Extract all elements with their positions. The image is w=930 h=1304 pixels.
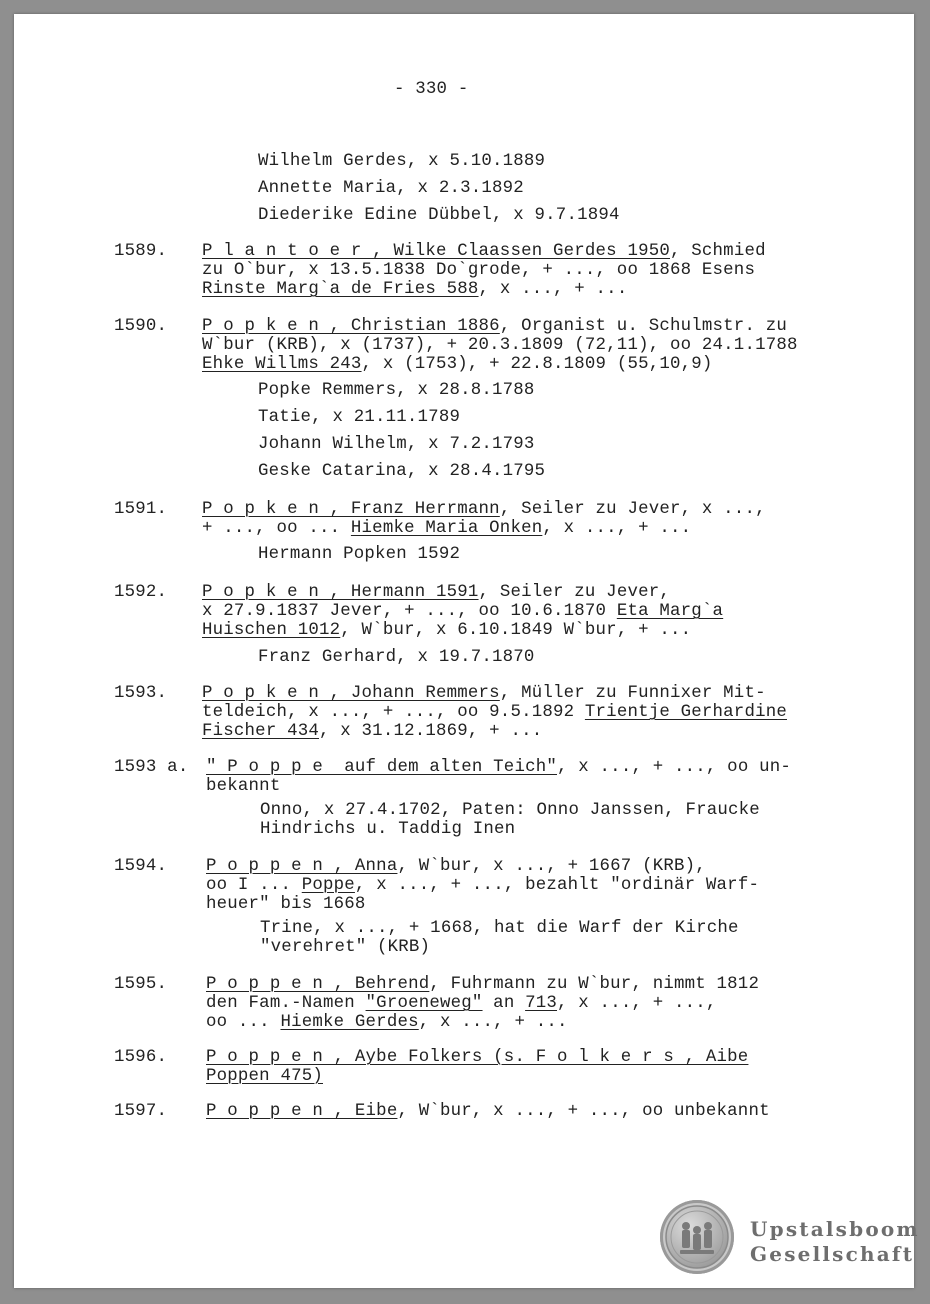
entry-1595-name: P o p p e n , Behrend	[206, 975, 430, 994]
entry-1593-spouse-last: Fischer 434	[202, 722, 319, 741]
entry-1595-line2-pre: den Fam.-Namen	[206, 994, 366, 1013]
entry-1595-line1	[206, 975, 759, 994]
entry-1589-line3-text: , x ..., + ...	[478, 280, 628, 299]
entry-1596-name: P o p p e n , Aybe Folkers (s. F o l k e r s , Aibe	[206, 1048, 749, 1067]
entry-1594-line2-text: , x ..., + ..., bezahlt "ordinär Warf-	[354, 876, 760, 895]
entry-1595-line2-text: , x ..., + ...,	[557, 994, 717, 1013]
entry-1590-line2: W`bur (KRB), x (1737), + 20.3.1809 (72,11), oo 24.1.1788	[202, 336, 798, 355]
entry-1593a-child-1-cont: Hindrichs u. Taddig Inen	[260, 820, 516, 839]
entry-1593a-child-1: Onno, x 27.4.1702, Paten: Onno Janssen, Fraucke	[260, 801, 760, 820]
entry-1593-line3-text: , x 31.12.1869, + ...	[319, 722, 543, 741]
entry-1592-name: P o p k e n , Hermann 1591	[202, 583, 479, 602]
entry-1595-line3-text: , x ..., + ...	[418, 1013, 568, 1032]
entry-1593a-line1-text: , x ..., + ..., oo un-	[557, 758, 791, 777]
entry-number-1597: 1597.	[114, 1102, 168, 1121]
entry-1593a-line2: bekannt	[206, 777, 281, 796]
document-page	[14, 14, 920, 1288]
entry-1590-line1	[202, 317, 787, 336]
entry-1593-line2	[202, 703, 787, 722]
entry-number-1593a: 1593 a.	[114, 758, 189, 777]
entry-1597-line1	[206, 1102, 770, 1121]
entry-1590-spouse: Ehke Willms 243	[202, 355, 362, 374]
entry-number-1596: 1596.	[114, 1048, 168, 1067]
entry-1591-line2-text: , x ..., + ...	[542, 519, 692, 538]
entry-1593a-line1	[206, 758, 791, 777]
entry-1591-spouse: Hiemke Maria Onken	[350, 519, 543, 538]
entry-1593a-name: " P o p p e auf dem alten Teich"	[206, 758, 557, 777]
entry-1592-spouse-last: Huischen 1012	[202, 621, 341, 640]
entry-1591-line2	[202, 519, 691, 538]
entry-1589-line2: zu O`bur, x 13.5.1838 Do`grode, + ..., oo 1868 Esens	[202, 261, 756, 280]
entry-1591-line2-pre: + ..., oo ...	[202, 519, 351, 538]
entry-1592-line1-text: , Seiler zu Jever,	[478, 583, 670, 602]
entry-1593-line1	[202, 684, 766, 703]
entry-1591-line1-text: , Seiler zu Jever, x ...,	[499, 500, 766, 519]
entry-1596-line2	[206, 1067, 323, 1086]
brand-name-line1: Upstalsboom	[750, 1217, 920, 1241]
entry-1594-child-1-cont: "verehret" (KRB)	[260, 938, 431, 957]
entry-1593-name: P o p k e n , Johann Remmers	[202, 684, 500, 703]
entry-1594-line1-text: , W`bur, x ..., + 1667 (KRB),	[397, 857, 706, 876]
entry-1592-spouse-first: Eta Marg`a	[616, 602, 724, 621]
entry-1591-line1	[202, 500, 766, 519]
entry-number-1591: 1591.	[114, 500, 168, 519]
entry-1592-child-1: Franz Gerhard, x 19.7.1870	[258, 648, 535, 667]
entry-number-1589: 1589.	[114, 242, 168, 261]
entry-1594-child-1: Trine, x ..., + 1668, hat die Warf der Kirche	[260, 919, 739, 938]
entry-1595-line3	[206, 1013, 568, 1032]
entry-1595-line1-text: , Fuhrmann zu W`bur, nimmt 1812	[429, 975, 760, 994]
entry-1592-line2-pre: x 27.9.1837 Jever, + ..., oo 10.6.1870	[202, 602, 617, 621]
seal-logo-icon	[660, 1200, 734, 1274]
entry-1594-line1	[206, 857, 706, 876]
entry-number-1590: 1590.	[114, 317, 168, 336]
entry-1596-line1	[206, 1048, 748, 1067]
child-annette-maria: Annette Maria, x 2.3.1892	[258, 179, 524, 198]
entry-1596-name-cont: Poppen 475)	[206, 1067, 323, 1086]
entry-1589-line1-text: , Schmied	[670, 242, 766, 261]
brand-name-line2: Gesellschaft	[750, 1242, 915, 1266]
entry-1593-line1-text: , Müller zu Funnixer Mit-	[499, 684, 766, 703]
entry-1594-line3: heuer" bis 1668	[206, 895, 366, 914]
entry-1589-line3	[202, 280, 627, 299]
entry-1590-line1-text: , Organist u. Schulmstr. zu	[499, 317, 787, 336]
entry-1589-name: P l a n t o e r , Wilke Claassen Gerdes 1950	[202, 242, 670, 261]
entry-1592-line2	[202, 602, 723, 621]
entry-1594-name: P o p p e n , Anna	[206, 857, 398, 876]
entry-1590-child-4: Geske Catarina, x 28.4.1795	[258, 462, 546, 481]
entry-1593-spouse-first: Trientje Gerhardine	[584, 703, 787, 722]
entry-1595-line2	[206, 994, 717, 1013]
entry-1592-line3-text: , W`bur, x 6.10.1849 W`bur, + ...	[340, 621, 692, 640]
entry-1597-line1-text: , W`bur, x ..., + ..., oo unbekannt	[397, 1102, 770, 1121]
entry-1590-child-2: Tatie, x 21.11.1789	[258, 408, 461, 427]
entry-1592-line1	[202, 583, 670, 602]
entry-number-1592: 1592.	[114, 583, 168, 602]
entry-1593-line2-pre: teldeich, x ..., + ..., oo 9.5.1892	[202, 703, 585, 722]
entry-1591-child-1: Hermann Popken 1592	[258, 545, 461, 564]
entry-1595-spouse: Hiemke Gerdes	[280, 1013, 419, 1032]
entry-1595-line2-mid: an	[482, 994, 526, 1013]
entry-1592-line3	[202, 621, 691, 640]
entry-1589-spouse: Rinste Marg`a de Fries 588	[202, 280, 479, 299]
entry-1595-line3-pre: oo ...	[206, 1013, 281, 1032]
child-diederike-edine: Diederike Edine Dübbel, x 9.7.1894	[258, 206, 620, 225]
entry-1589-line1	[202, 242, 766, 261]
entry-1590-child-1: Popke Remmers, x 28.8.1788	[258, 381, 535, 400]
entry-1590-child-3: Johann Wilhelm, x 7.2.1793	[258, 435, 535, 454]
entry-number-1593: 1593.	[114, 684, 168, 703]
child-wilhelm-gerdes: Wilhelm Gerdes, x 5.10.1889	[258, 152, 546, 171]
entry-1594-spouse: Poppe	[301, 876, 355, 895]
entry-1594-line2	[206, 876, 759, 895]
entry-1590-name: P o p k e n , Christian 1886	[202, 317, 500, 336]
entry-1593-line3	[202, 722, 542, 741]
entry-1590-line3	[202, 355, 713, 374]
page-number: - 330 -	[394, 80, 469, 99]
entry-number-1594: 1594.	[114, 857, 168, 876]
entry-number-1595: 1595.	[114, 975, 168, 994]
entry-1594-line2-pre: oo I ...	[206, 876, 302, 895]
entry-1595-ref: 713	[525, 994, 558, 1013]
entry-1597-name: P o p p e n , Eibe	[206, 1102, 398, 1121]
entry-1591-name: P o p k e n , Franz Herrmann	[202, 500, 500, 519]
entry-1590-line3-text: , x (1753), + 22.8.1809 (55,10,9)	[361, 355, 713, 374]
entry-1595-new-surname: "Groeneweg"	[365, 994, 483, 1013]
